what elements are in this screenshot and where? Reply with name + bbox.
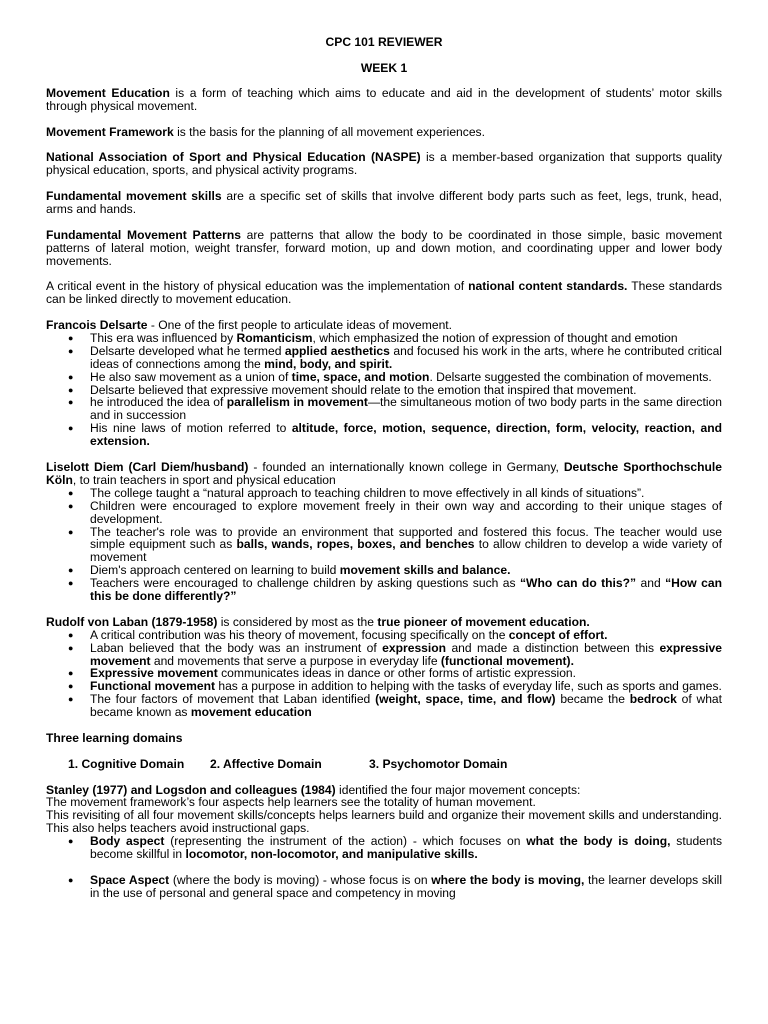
- section-delsarte: Francois Delsarte - One of the first people to articulate ideas of movement.: [46, 318, 453, 333]
- list-item: ● Diem's approach centered on learning to build movement skills and balance.: [90, 564, 722, 577]
- list-item: ● The college taught a “natural approach to teaching children to move effectively in all kinds of situations”.: [90, 487, 722, 500]
- week-heading: WEEK 1: [360, 60, 408, 75]
- list-item: ● He also saw movement as a union of time, space, and motion. Delsarte suggested the combination of movements.: [90, 371, 722, 384]
- person-name: Liselott Diem (Carl Diem/husband): [46, 459, 249, 474]
- term: National Association of Sport and Physical Education (NASPE): [46, 150, 421, 165]
- list-item: ● Expressive movement communicates ideas in dance or other forms of artistic expression.: [90, 667, 722, 680]
- list-item: ● Children were encouraged to explore movement freely in their own way and according to their unique stages of development.: [90, 500, 722, 526]
- list-item: ● Functional movement has a purpose in addition to helping with the tasks of everyday life, such as sports and games.: [90, 680, 722, 693]
- list-item: ● Delsarte believed that expressive movement should relate to the emotion that inspired that movement.: [90, 384, 722, 397]
- document-title: CPC 101 REVIEWER: [325, 35, 443, 49]
- list-item: ● Delsarte developed what he termed applied aesthetics and focused his work in the arts, where he contributed critical ideas of connections among the mind, body, and spirit.: [90, 345, 722, 371]
- list-item: ● Body aspect (representing the instrument of the action) - which focuses on what the body is doing, students become skillful in locomotor, non-locomotor, and manipulative skills.: [90, 835, 722, 861]
- diem-list: [46, 487, 722, 603]
- paragraph-movement-framework: Movement Framework is the basis for the planning of all movement experiences.: [46, 124, 485, 139]
- laban-list: [46, 629, 722, 719]
- person-name: Stanley (1977) and Logsdon and colleagues (1984): [46, 782, 336, 797]
- paragraph-fundamental-patterns: Fundamental Movement Patterns are patterns that allow the body to be coordinated in those simple, basic movement patterns of lateral motion, weight transfer, forward motion, up and down motion, and coordinating upper and lower body movements.: [46, 227, 722, 268]
- list-item: ● A critical contribution was his theory of movement, focusing specifically on the concept of effort.: [90, 629, 722, 642]
- term: Fundamental movement skills: [46, 189, 222, 204]
- list-item: ● Space Aspect (where the body is moving) - whose focus is on where the body is moving, the learner develops skill in the use of personal and general space and competency in moving: [90, 874, 722, 900]
- person-name: Rudolf von Laban (1879-1958): [46, 614, 218, 629]
- term: Movement Education: [46, 85, 170, 100]
- section-stanley: Stanley (1977) and Logsdon and colleagues (1984) identified the four major movement concepts:: [46, 782, 581, 797]
- domains-list: [68, 758, 722, 771]
- domain-item: 1. Cognitive Domain: [68, 756, 185, 771]
- paragraph-naspe: National Association of Sport and Physical Education (NASPE) is a member-based organization that supports quality physical education, sports, and physical activity programs.: [46, 150, 722, 178]
- paragraph-fundamental-skills: Fundamental movement skills are a specific set of skills that involve different body parts such as feet, legs, trunk, head, arms and hands.: [46, 189, 722, 216]
- domain-item: 3. Psychomotor Domain: [369, 756, 508, 771]
- aspects-list: [46, 835, 722, 900]
- list-item: ● Teachers were encouraged to challenge children by asking questions such as “Who can do this?” and “How can this be done differently?”: [90, 577, 722, 603]
- section-diem: Liselott Diem (Carl Diem/husband) - founded an internationally known college in Germany, Deutsche Sporthochschule Köln, to train teachers in sport and physical education: [46, 459, 723, 487]
- list-item: ● The four factors of movement that Laban identified (weight, space, time, and flow) became the bedrock of what became known as movement education: [90, 693, 722, 719]
- paragraph-movement-education: Movement Education is a form of teaching which aims to educate and aid in the development of students’ motor skills through physical movement.: [46, 85, 722, 113]
- list-item: ● Laban believed that the body was an instrument of expression and made a distinction between this expressive movement and movements that serve a purpose in everyday life (functional movement).: [90, 642, 722, 668]
- domain-item: 2. Affective Domain: [210, 756, 322, 771]
- domains-heading: Three learning domains: [46, 730, 183, 745]
- list-item: ● he introduced the idea of parallelism in movement—the simultaneous motion of two body parts in the same direction and in succession: [90, 396, 722, 422]
- list-item: ● The teacher's role was to provide an environment that supported and fostered this focus. The teacher would use simple equipment such as balls, wands, ropes, boxes, and benches to allow children to develop a wide variety of movement: [90, 526, 722, 565]
- term: Movement Framework: [46, 124, 174, 139]
- stanley-line-3: This revisiting of all four movement skills/concepts helps learners build and organize their movement skills and understanding. This also helps teachers avoid instructional gaps.: [46, 808, 722, 836]
- person-name: Francois Delsarte: [46, 318, 148, 333]
- list-item: ● This era was influenced by Romanticism, which emphasized the notion of expression of thought and emotion: [90, 332, 722, 345]
- list-item: ● His nine laws of motion referred to altitude, force, motion, sequence, direction, form, velocity, reaction, and extension.: [90, 422, 722, 448]
- section-laban: Rudolf von Laban (1879-1958) is considered by most as the true pioneer of movement education.: [46, 614, 590, 629]
- paragraph-critical-event: A critical event in the history of physical education was the implementation of national content standards. These standards can be linked directly to movement education.: [46, 279, 722, 307]
- stanley-line-2: The movement framework’s four aspects help learners see the totality of human movement.: [46, 795, 536, 810]
- delsarte-list: [46, 332, 722, 448]
- term: Fundamental Movement Patterns: [46, 227, 241, 242]
